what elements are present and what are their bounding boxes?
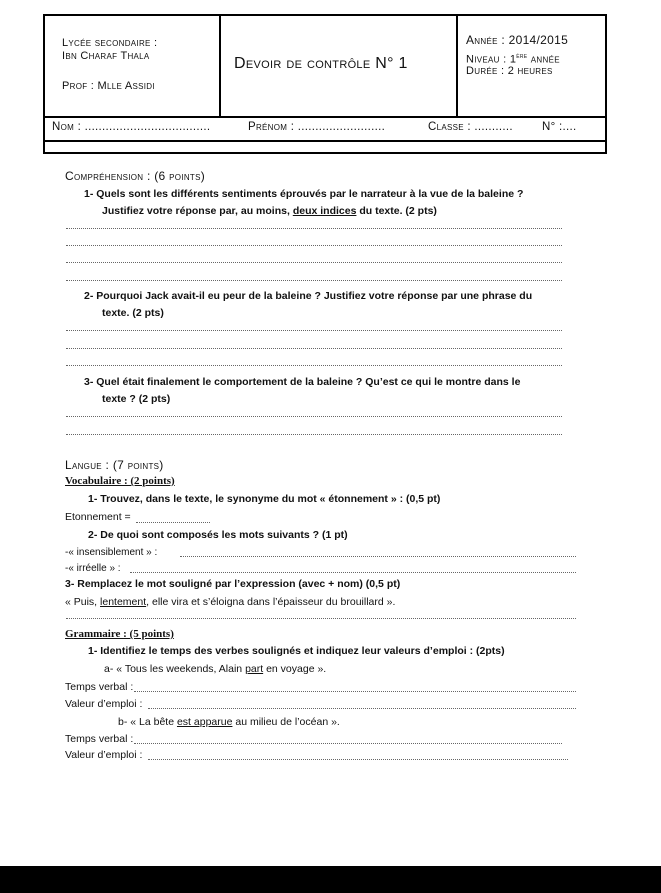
- header-divider-right: [456, 14, 458, 118]
- gb-post: au milieu de l’océan ».: [232, 716, 340, 728]
- temps-verbal-b: Temps verbal :: [65, 733, 134, 745]
- answer-line: [136, 522, 210, 523]
- q1-text: Justifiez votre réponse par, au moins,: [102, 205, 293, 217]
- page-title: Devoir de contrôle N° 1: [234, 55, 408, 72]
- grammar-question-1: 1- Identifiez le temps des verbes soulignés et indiquez leur valeurs d’emploi : (2pts): [88, 645, 505, 657]
- prenom-field: Prénom : .........................: [248, 121, 386, 133]
- answer-line: [134, 743, 562, 744]
- answer-line: [130, 572, 576, 573]
- vocab-question-3: 3- Remplacez le mot souligné par l’expression (avec + nom) (0,5 pt): [65, 578, 401, 590]
- answer-line: [148, 759, 568, 760]
- grammaire-title: [65, 628, 174, 641]
- answer-line: [66, 434, 562, 435]
- bottom-bar: [0, 866, 661, 893]
- school-line2: Ibn Charaf Thala: [62, 50, 150, 62]
- answer-line: [180, 556, 576, 557]
- answer-line: [66, 280, 562, 281]
- question-3-line2: texte ? (2 pts): [102, 393, 171, 405]
- ga-post: en voyage ».: [263, 663, 327, 675]
- grammaire-label: Grammaire : (5 points): [65, 628, 174, 640]
- q1-points: du texte. (2 pts): [356, 205, 437, 217]
- answer-line: [66, 416, 562, 417]
- school-year: Année : 2014/2015: [466, 33, 569, 47]
- q1-underlined: deux indices: [292, 205, 357, 217]
- level-prefix: Niveau : 1: [466, 53, 517, 66]
- answer-line: [66, 330, 562, 331]
- gb-pre: b- « La bête: [118, 716, 177, 728]
- insensiblement-line: -« insensiblement » :: [65, 547, 158, 558]
- vocabulaire-label: Vocabulaire : (2 points): [65, 475, 175, 487]
- v3-pre: « Puis,: [65, 596, 101, 608]
- answer-line: [66, 348, 562, 349]
- answer-line: [66, 245, 562, 246]
- exam-duration: Durée : 2 heures: [466, 65, 553, 77]
- answer-line: [148, 708, 576, 709]
- comprehension-title: Compréhension : (6 points): [65, 169, 206, 183]
- classe-field: Classe : ...........: [428, 121, 513, 133]
- etonnement-answer: Etonnement =: [65, 511, 131, 523]
- question-2-line1: 2- Pourquoi Jack avait-il eu peur de la baleine ? Justifiez votre réponse par une phrase du: [84, 290, 533, 302]
- gb-underlined: est apparue: [176, 716, 233, 728]
- vocab-question-1: 1- Trouvez, dans le texte, le synonyme du mot « étonnement » : (0,5 pt): [88, 493, 441, 505]
- answer-line: [66, 365, 562, 366]
- ga-pre: a- « Tous les weekends, Alain: [104, 663, 246, 675]
- ga-underlined: part: [245, 663, 264, 675]
- header-divider-left: [219, 14, 221, 118]
- answer-line: [66, 262, 562, 263]
- langue-title: Langue : (7 points): [65, 458, 164, 472]
- irreelle-line: -« irréelle » :: [65, 563, 121, 574]
- temps-verbal-a: Temps verbal :: [65, 681, 134, 693]
- prof-name: Prof : Mlle Assidi: [62, 80, 155, 92]
- answer-line: [66, 228, 562, 229]
- school-line1: Lycée secondaire :: [62, 37, 158, 49]
- answer-line: [134, 691, 576, 692]
- vocab-question-2: 2- De quoi sont composés les mots suivants ? (1 pt): [88, 529, 348, 541]
- vocabulaire-title: [65, 475, 175, 488]
- question-1-line2: [102, 205, 437, 218]
- level-suffix: année: [527, 53, 560, 66]
- question-2-line2: texte. (2 pts): [102, 307, 164, 319]
- nom-field: Nom : ....................................: [52, 121, 211, 133]
- question-3-line1: 3- Quel était finalement le comportement de la baleine ? Qu’est ce qui le montre dans le: [84, 376, 521, 388]
- header-divider-bottom: [43, 140, 607, 142]
- vocab-3-sentence: [65, 596, 395, 609]
- header-divider-mid: [43, 116, 607, 118]
- grammar-sentence-b: [118, 716, 340, 729]
- valeur-emploi-a: Valeur d’emploi :: [65, 698, 143, 710]
- numero-field: N° :....: [542, 121, 577, 133]
- grammar-sentence-a: [104, 663, 326, 676]
- valeur-emploi-b: Valeur d’emploi :: [65, 749, 143, 761]
- answer-line: [66, 618, 576, 619]
- v3-post: , elle vira et s’éloigna dans l’épaisseur du brouillard ».: [146, 596, 396, 608]
- question-1-line1: 1- Quels sont les différents sentiments éprouvés par le narrateur à la vue de la baleine ?: [84, 188, 524, 200]
- level-sup: ère: [516, 53, 528, 60]
- v3-underlined: lentement: [100, 596, 147, 608]
